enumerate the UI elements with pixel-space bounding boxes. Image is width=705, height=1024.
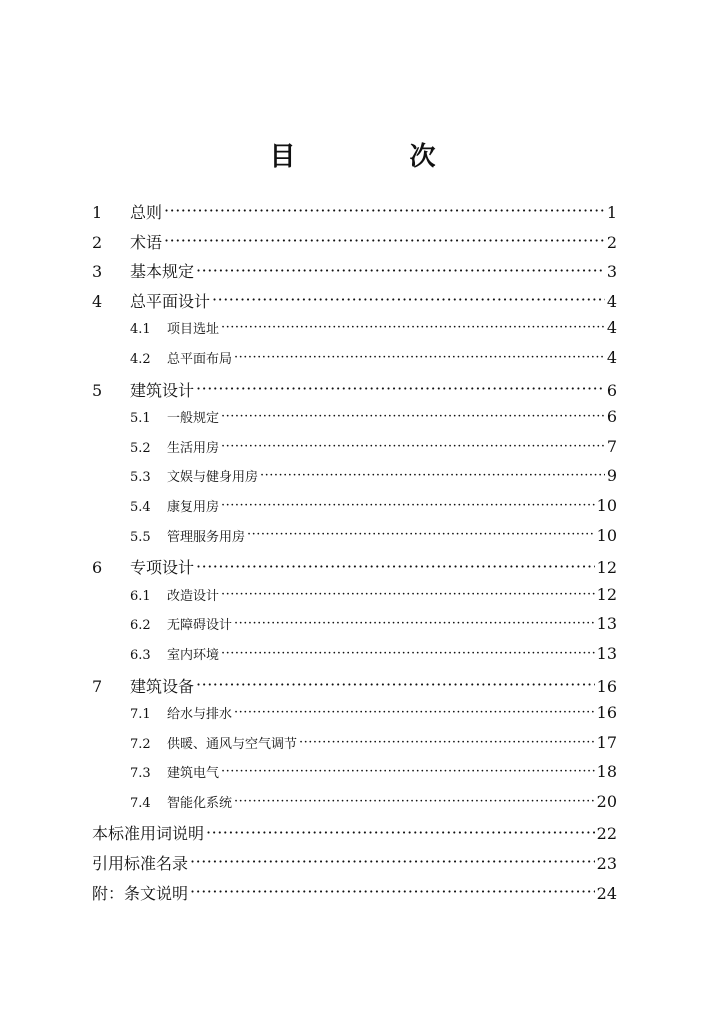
toc-entry-page-number: 16 [596, 703, 617, 723]
toc-entry-number: 5.5 [130, 529, 151, 545]
toc-entry[interactable] [92, 644, 617, 674]
toc-entry-label: 引用标准名录 [92, 854, 189, 874]
toc-entry[interactable] [92, 348, 617, 378]
toc-entry-label: 建筑设备 [130, 676, 195, 696]
toc-entry-page-number: 2 [606, 232, 617, 252]
toc-entry[interactable] [92, 733, 617, 763]
toc-entry-page-number: 12 [596, 584, 617, 604]
toc-entry-page-number: 4 [606, 318, 617, 338]
toc-entry[interactable] [92, 821, 617, 851]
toc-entry-label: 专项设计 [130, 558, 195, 578]
toc-entry-number: 5 [92, 380, 103, 400]
toc-entry-label: 总则 [130, 203, 163, 222]
toc-entry[interactable] [92, 200, 617, 230]
dot-leader [196, 261, 605, 277]
dot-leader [196, 676, 595, 692]
toc-entry-page-number: 13 [596, 614, 617, 634]
toc-entry-page-number: 1 [606, 203, 617, 222]
toc-entry-number: 1 [92, 203, 103, 222]
toc-entry-number: 4 [92, 291, 103, 311]
toc-entry-number: 6 [92, 558, 103, 578]
toc-entry-page-number: 23 [596, 854, 617, 874]
toc-entry-label: 一般规定 [167, 411, 220, 427]
toc-entry-page-number: 9 [606, 466, 617, 486]
toc-entry[interactable] [92, 466, 617, 496]
dot-leader [190, 853, 595, 869]
toc-entry-number: 6.2 [130, 618, 151, 634]
toc-entry-number: 5.4 [130, 499, 151, 515]
dot-leader [221, 409, 605, 422]
dot-leader [234, 794, 595, 807]
toc-entry-page-number: 10 [596, 495, 617, 515]
toc-entry-label: 文娱与健身用房 [167, 470, 259, 486]
dot-leader [221, 439, 605, 452]
dot-leader [196, 380, 605, 396]
toc-entry-label: 总平面设计 [130, 291, 211, 311]
toc-entry[interactable] [92, 881, 617, 911]
toc-entry-page-number: 18 [596, 762, 617, 782]
dot-leader [196, 557, 595, 573]
dot-leader [234, 350, 605, 363]
toc-entry-label: 管理服务用房 [167, 529, 246, 545]
toc-entry-page-number: 3 [606, 262, 617, 282]
toc-entry-label: 本标准用词说明 [92, 824, 205, 844]
toc-entry-number: 7 [92, 676, 103, 696]
page-title: 目 次 [269, 142, 480, 172]
toc-entry-number: 7.4 [130, 795, 151, 811]
toc-entry[interactable] [92, 407, 617, 437]
toc-entry-page-number: 7 [606, 436, 617, 456]
toc-entry-label: 术语 [130, 232, 163, 252]
dot-leader [164, 202, 605, 218]
toc-entry[interactable] [92, 378, 617, 408]
dot-leader [221, 646, 595, 659]
toc-entry-label: 康复用房 [167, 499, 220, 515]
toc-entry-label: 建筑设计 [130, 380, 195, 400]
toc-entry[interactable] [92, 496, 617, 526]
toc-entry[interactable] [92, 851, 617, 881]
toc-entry-page-number: 6 [606, 407, 617, 427]
toc-entry-number: 7.2 [130, 736, 151, 752]
toc-entry[interactable] [92, 526, 617, 556]
toc-entry-label: 无障碍设计 [167, 618, 233, 634]
dot-leader [299, 735, 595, 748]
dot-leader [234, 705, 595, 718]
toc-entry-label: 改造设计 [167, 588, 220, 604]
toc-entry-number: 4.2 [130, 351, 151, 367]
toc-entry-number: 5.1 [130, 411, 151, 427]
toc-entry-number: 5.2 [130, 440, 151, 456]
dot-leader [221, 587, 595, 600]
toc-entry-page-number: 17 [596, 732, 617, 752]
dot-leader [260, 468, 605, 481]
toc-entry-number: 6.1 [130, 588, 151, 604]
toc-entry-number: 5.3 [130, 470, 151, 486]
toc-entry-label: 供暖、通风与空气调节 [167, 736, 298, 752]
toc-entry-page-number: 24 [596, 883, 617, 903]
toc-entry-label: 给水与排水 [167, 707, 233, 723]
toc-entry-label: 项目选址 [167, 322, 220, 338]
toc-entry-number: 3 [92, 262, 103, 282]
dot-leader [247, 528, 595, 541]
toc-entry-page-number: 12 [596, 558, 617, 578]
dot-leader [212, 291, 605, 307]
toc-entry[interactable] [92, 614, 617, 644]
toc-entry[interactable] [92, 555, 617, 585]
table-of-contents [92, 200, 617, 910]
toc-entry-label: 附：条文说明 [92, 883, 189, 903]
toc-entry[interactable] [92, 674, 617, 704]
toc-entry-page-number: 6 [606, 380, 617, 400]
toc-entry[interactable] [92, 762, 617, 792]
toc-entry-page-number: 4 [606, 347, 617, 367]
dot-leader [221, 320, 605, 333]
toc-entry-page-number: 20 [596, 791, 617, 811]
toc-entry-label: 总平面布局 [167, 351, 233, 367]
dot-leader [221, 764, 595, 777]
dot-leader [206, 823, 595, 839]
dot-leader [190, 883, 595, 899]
dot-leader [221, 498, 595, 511]
toc-entry-label: 建筑电气 [167, 766, 220, 782]
toc-entry-number: 2 [92, 232, 103, 252]
toc-entry-label: 生活用房 [167, 440, 220, 456]
toc-entry-number: 6.3 [130, 647, 151, 663]
toc-entry[interactable] [92, 289, 617, 319]
toc-entry-page-number: 10 [596, 525, 617, 545]
toc-entry-label: 室内环境 [167, 647, 220, 663]
toc-entry-page-number: 4 [606, 291, 617, 311]
toc-entry-number: 7.3 [130, 766, 151, 782]
toc-entry-page-number: 16 [596, 676, 617, 696]
toc-entry[interactable] [92, 259, 617, 289]
toc-entry[interactable] [92, 703, 617, 733]
toc-entry-page-number: 13 [596, 643, 617, 663]
toc-entry[interactable] [92, 792, 617, 822]
toc-entry[interactable] [92, 318, 617, 348]
toc-entry-page-number: 22 [596, 824, 617, 844]
dot-leader [164, 232, 605, 248]
dot-leader [234, 616, 595, 629]
toc-entry[interactable] [92, 437, 617, 467]
toc-entry-number: 4.1 [130, 322, 151, 338]
toc-entry-label: 智能化系统 [167, 795, 233, 811]
toc-entry[interactable] [92, 230, 617, 260]
toc-entry[interactable] [92, 585, 617, 615]
toc-entry-number: 7.1 [130, 707, 151, 723]
toc-entry-label: 基本规定 [130, 262, 195, 282]
